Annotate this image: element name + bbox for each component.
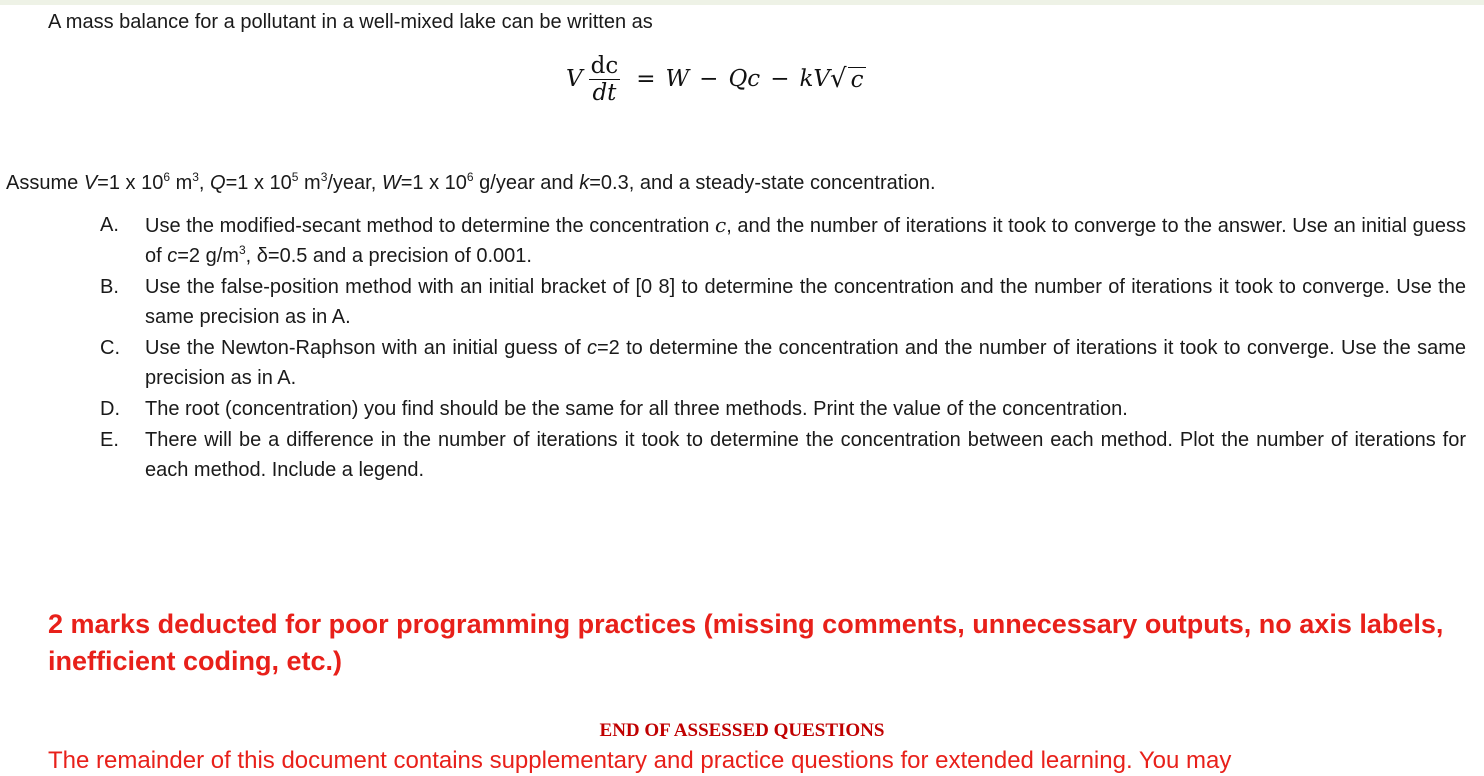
marks-deduction-warning: 2 marks deducted for poor programming practices (missing comments, unnecessary outputs, no axis labels, inefficient coding, etc.) xyxy=(48,609,1444,676)
eq-radicand: c xyxy=(848,67,867,92)
assume-text-3: m xyxy=(170,172,193,194)
question-a-math-c: c xyxy=(715,213,727,237)
intro-text: A mass balance for a pollutant in a well-mixed lake can be written as xyxy=(48,11,653,33)
eq-frac-denominator: dt xyxy=(592,79,617,106)
eq-radical-sign: √ xyxy=(830,64,847,94)
eq-qc: Qc xyxy=(728,66,761,92)
assume-sup-1: 6 xyxy=(163,170,171,184)
assume-sup-4: 3 xyxy=(320,170,328,184)
assume-var-v: V xyxy=(83,172,98,194)
assume-var-w: W xyxy=(381,172,401,194)
assume-sup-5: 6 xyxy=(466,170,474,184)
assume-sup-3: 5 xyxy=(291,170,299,184)
question-b-text: Use the false-position method with an initial bracket of [0 8] to determine the concentration and the number of iterations it took to converge. Use the same precision as in A. xyxy=(145,276,1466,328)
question-c-text-2: =2 to determine the concentration and the number of iterations it took to converge. Use the same precision as in A. xyxy=(145,337,1466,389)
assume-var-q: Q xyxy=(210,172,226,194)
question-a xyxy=(100,210,1466,271)
assume-text-6: m xyxy=(298,172,321,194)
question-letter: D. xyxy=(100,398,120,420)
question-d xyxy=(100,394,1466,424)
question-e-text: There will be a difference in the number of iterations it took to determine the concentration between each method. Plot the number of iterations for each method. Include a legend. xyxy=(145,429,1466,481)
question-c xyxy=(100,333,1466,393)
assume-text-10: =0.3, and a steady-state concentration. xyxy=(589,172,936,194)
question-list xyxy=(100,210,1466,486)
question-letter: A. xyxy=(100,214,119,236)
question-a-text-3: =2 g/m xyxy=(177,245,239,267)
question-a-text-1: Use the modified-secant method to determine the concentration xyxy=(145,215,716,237)
eq-volume: V xyxy=(566,66,583,92)
eq-frac-numerator: dc xyxy=(590,52,619,79)
eq-kv: kV xyxy=(799,66,831,92)
question-c-var-c: c xyxy=(586,337,597,359)
question-letter: E. xyxy=(100,429,119,451)
eq-minus-2: − xyxy=(770,66,790,92)
assume-sup-2: 3 xyxy=(192,170,199,184)
top-band xyxy=(0,0,1484,5)
assume-text-7: /year, xyxy=(327,172,382,194)
question-c-text-1: Use the Newton-Raphson with an initial guess of xyxy=(145,337,587,359)
assumptions-text xyxy=(6,170,936,196)
eq-derivative xyxy=(589,53,621,106)
mass-balance-equation xyxy=(566,42,866,116)
end-of-assessed-heading: END OF ASSESSED QUESTIONS xyxy=(599,720,885,741)
assume-text-8: =1 x 10 xyxy=(400,172,467,194)
eq-minus-1: − xyxy=(699,66,719,92)
assume-text-4: , xyxy=(198,172,211,194)
eq-w: W xyxy=(665,66,690,92)
question-a-text-2: , and the number of iterations it took to converge to the answer. Use an initial guess of xyxy=(145,215,1467,267)
question-e xyxy=(100,425,1466,485)
question-letter: C. xyxy=(100,337,120,359)
eq-square-root xyxy=(830,66,866,92)
question-a-text-4: , δ=0.5 and a precision of 0.001. xyxy=(245,245,532,267)
assume-text-1: Assume xyxy=(6,172,84,194)
assume-var-k: k xyxy=(579,172,590,194)
truncated-next-line: The remainder of this document contains supplementary and practice questions for extended learning. You may xyxy=(48,747,1232,774)
question-letter: B. xyxy=(100,276,119,298)
question-a-var-c: c xyxy=(167,245,178,267)
assume-text-2: =1 x 10 xyxy=(97,172,164,194)
question-d-text: The root (concentration) you find should be the same for all three methods. Print the value of the concentration. xyxy=(145,398,1128,420)
assume-text-9: g/year and xyxy=(473,172,580,194)
question-b xyxy=(100,272,1466,332)
eq-equals: = xyxy=(636,66,656,92)
question-a-sup: 3 xyxy=(238,243,246,257)
assume-text-5: =1 x 10 xyxy=(225,172,292,194)
